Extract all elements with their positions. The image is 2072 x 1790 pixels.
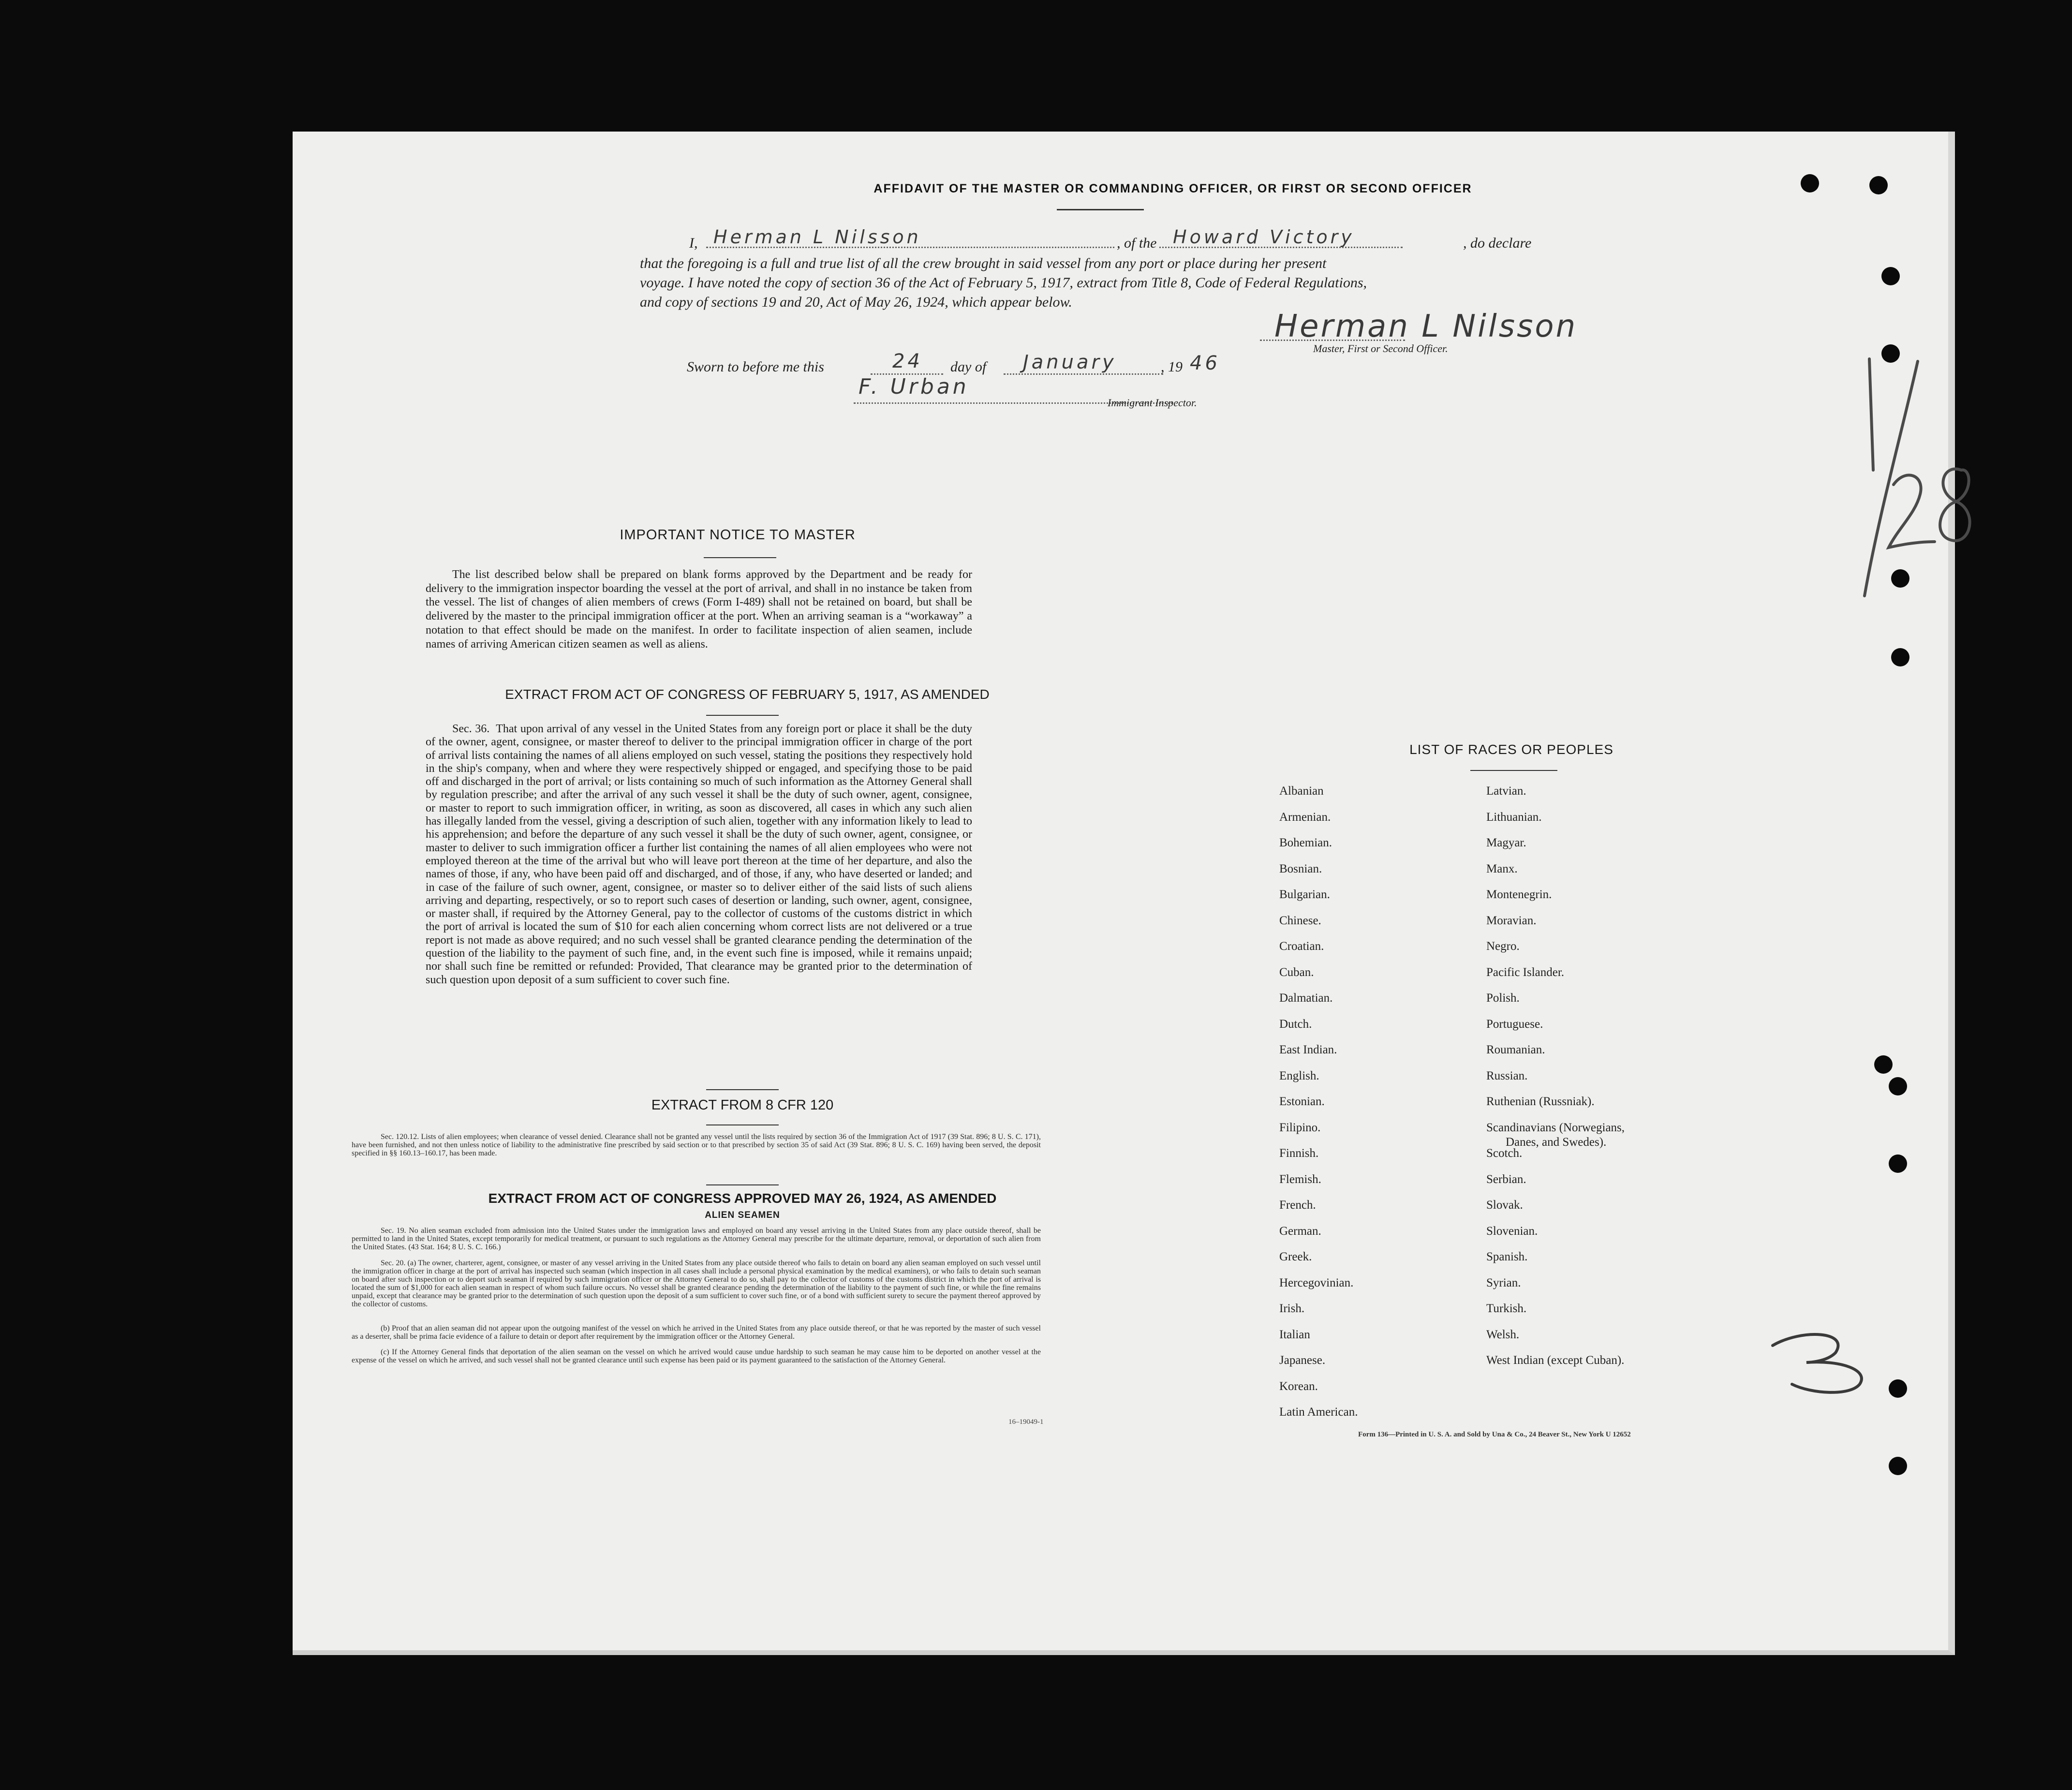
cfr-rule (706, 1124, 779, 1125)
race-item: Flemish. (1279, 1172, 1321, 1186)
sec20b-body: (b) Proof that an alien seaman did not appear upon the outgoing manifest of the vessel on which he arrived in the United States from any place outside thereof, or that he was reported by the master of such vessel as a deserter, shall be prima facie evidence of a failure to detain or deport after requirement by the immigration officer or the Attorney General. (352, 1324, 1041, 1341)
extract-1917-body (426, 723, 972, 987)
punch-hole (1874, 1055, 1893, 1074)
race-item: Japanese. (1279, 1354, 1326, 1367)
sec20c-body: (c) If the Attorney General finds that deportation of the alien seaman on the vessel on which he arrived would cause undue hardship to such seaman he may cause him to be deported on another vessel at the expense of the vessel on which he arrived, and such vessel shall not be granted clearance until such expense has been paid or its payment guaranteed to the satisfaction of the Attorney General. (352, 1348, 1041, 1364)
race-item: Syrian. (1486, 1276, 1521, 1289)
extract-1917-text: That upon arrival of any vessel in the United States from any foreign port or place it shall be the duty of the owner, agent, consignee, or master thereof to deliver to the principal immigration officer in charge of the port of arrival lists containing the names of all aliens employed on such vessel, stating the positions they respectively hold in the ship's company, when and where they were respectively shipped or engaged, and specifying those to be paid off and discharged in the port of arrival; or lists containing so much of such information as the Attorney General shall by regulation prescribe; and after the arrival of any such vessel it shall be the duty of such owner, agent, consignee, or master to report to such immigration officer, in writing, as soon as discovered, all cases in which any such alien has illegally landed from the vessel, giving a description of such alien, together with any information likely to lead to his apprehension; and before the departure of any such vessel it shall be the duty of such owner, agent, consignee, or master to deliver to such immigration officer a further list containing the names of all alien employees who were not employed thereon at the time of the arrival but who will leave port thereon at the time of her departure, and also the names of those, if any, who have been paid off and discharged, and of those, if any, who have deserted or landed; and in case of the failure of such owner, agent, consignee, or master so to deliver either of the said lists of such aliens arriving and departing, respectively, or so to report such cases of desertion or landing, such owner, agent, consignee, or master shall, if required by the Attorney General, pay to the collector of customs of the customs district in which the port of arrival is located the sum of $10 for each alien concerning whom correct lists are not delivered or a true report is not made as above required; and no such vessel shall be granted clearance pending the determination of the question of the liability to the payment of such fine, and, in the event such fine is imposed, while it remains unpaid; nor shall such fine be remitted or refunded: Provided, That clearance may be granted prior to the determination of such question upon deposit of a sum sufficient to cover such fine. (426, 723, 972, 986)
extract-1924-subheading: ALIEN SEAMEN (705, 1210, 780, 1220)
fraction-slash-stroke (1865, 361, 1918, 596)
handwritten-number-mark (1763, 1326, 1889, 1399)
printer-footer: Form 136—Printed in U. S. A. and Sold by Una & Co., 24 Beaver St., New York U 12652 (1358, 1431, 1631, 1438)
race-item: Korean. (1279, 1379, 1318, 1393)
race-item: Greek. (1279, 1250, 1312, 1263)
race-item: Russian. (1486, 1069, 1528, 1082)
race-item: Lithuanian. (1486, 810, 1542, 824)
fraction-two-stroke (1889, 475, 1935, 547)
race-item: Welsh. (1486, 1328, 1520, 1341)
notice-heading: IMPORTANT NOTICE TO MASTER (620, 527, 856, 543)
master-name-handwritten: Herman L Nilsson (713, 226, 921, 248)
signature-dotline (1260, 340, 1405, 341)
race-item: Spanish. (1486, 1250, 1528, 1263)
affidavit-line-4: and copy of sections 19 and 20, Act of May 26, 1924, which appear below. (640, 294, 1072, 310)
day-of-label: day of (950, 359, 987, 375)
race-item: French. (1279, 1198, 1316, 1212)
form-sheet (293, 132, 1955, 1655)
inspector-caption: Immigrant Inspector. (1108, 397, 1197, 409)
sec20a-body: Sec. 20. (a) The owner, charterer, agent, consignee, or master of any vessel arriving in the United States from any place outside thereof who fails to detain on board any alien seaman employed on such vessel until the immigration officer in charge at the port of arrival has inspected such seaman (which inspection in all cases shall include a personal physical examination by the medical examiners), or who fails to detain such seaman on board after such inspection or to deport such seaman if required by such immigration officer or the Attorney General to do so, shall pay to the collector of customs of the customs district in which the port of arrival is located the sum of $1,000 for each alien seaman in respect of whom such failure occurs. No vessel shall be granted clearance pending the determination of the liability to the payment of such fine, or while the fine remains unpaid, except that clearance may be granted prior to the determination of such question upon the deposit of a sum sufficient to cover such fine, or of a bond with sufficient surety to secure the payment thereof approved by the collector of customs. (352, 1259, 1041, 1308)
sworn-day-handwritten: 24 (892, 350, 923, 372)
vessel-name-handwritten: Howard Victory (1173, 226, 1355, 248)
extract-1917-sec: Sec. 36. (452, 723, 490, 735)
race-item: Estonian. (1279, 1095, 1325, 1108)
race-item: Scotch. (1486, 1147, 1523, 1160)
notice-body: The list described below shall be prepared on blank forms approved by the Department and be ready for delivery to the immigration inspector boarding the vessel at the port of arrival, and shall in no instance be taken from the vessel. The list of changes of alien members of crews (Form I-489) shall not be retained on board, but shall be delivered by the master to the principal immigration officer at the port. When an arriving seaman is a “workaway” a notation to that effect should be made on the manifest. In order to facilitate inspection of alien seamen, include names of arriving American citizen seamen as well as aliens. (426, 568, 972, 651)
master-signature: Herman L Nilsson (1274, 309, 1578, 344)
punch-hole (1889, 1379, 1907, 1398)
race-item: Bulgarian. (1279, 888, 1330, 901)
cfr-body: Sec. 120.12. Lists of alien employees; when clearance of vessel denied. Clearance shall not be granted any vessel until the lists required by section 36 of the Immigration Act of 1917 (39 Stat. 896; 8 U. S. C. 171), have been furnished, and not then unless notice of liability to the administrative fine prescribed by said section or to that prescribed by section 35 of said Act (39 Stat. 896; 8 U. S. C. 169) having been served, the deposit specified in §§ 160.13–160.17, has been made. (352, 1133, 1041, 1157)
race-item: East Indian. (1279, 1043, 1337, 1056)
extract-1917-rule (706, 715, 779, 716)
sec19-body: Sec. 19. No alien seaman excluded from admission into the United States under the immigration laws and employed on board any vessel arriving in the United States from any place outside thereof, shall be permitted to land in the United States, except temporarily for medical treatment, or pursuant to such regulations as the Attorney General may prescribe for the ultimate departure, removal, or deportation of such alien from the United States. (43 Stat. 164; 8 U. S. C. 166.) (352, 1227, 1041, 1251)
number-three-stroke (1773, 1334, 1862, 1392)
race-item: Filipino. (1279, 1121, 1321, 1134)
race-item: Magyar. (1486, 836, 1526, 849)
extract-1924-heading: EXTRACT FROM ACT OF CONGRESS APPROVED MAY 26, 1924, AS AMENDED (488, 1191, 997, 1206)
do-declare-label: , do declare (1463, 235, 1532, 251)
punch-hole (1869, 176, 1888, 194)
affidavit-title: AFFIDAVIT OF THE MASTER OR COMMANDING OFFICER, OR FIRST OR SECOND OFFICER (873, 182, 1472, 195)
year-prefix: , 19 (1161, 359, 1183, 375)
races-rule (1470, 770, 1557, 771)
of-the-label: , of the (1115, 235, 1159, 251)
form-code: 16–19049-1 (1008, 1418, 1044, 1426)
race-item: Bosnian. (1279, 862, 1322, 875)
race-item: Armenian. (1279, 810, 1331, 824)
race-item: Irish. (1279, 1302, 1305, 1315)
fraction-one-stroke (1869, 359, 1873, 470)
race-item: Turkish. (1486, 1302, 1527, 1315)
race-item: Danes, and Swedes). (1506, 1135, 1607, 1149)
fraction-eight-stroke (1940, 469, 1969, 541)
race-item: Dalmatian. (1279, 991, 1333, 1005)
race-item: Roumanian. (1486, 1043, 1545, 1056)
extract-1924-top-rule (706, 1184, 779, 1185)
inspector-signature: F. Urban (858, 374, 969, 399)
cfr-heading: EXTRACT FROM 8 CFR 120 (651, 1097, 834, 1113)
punch-hole (1891, 569, 1909, 588)
sworn-month-handwritten: January (1023, 351, 1117, 373)
race-item: Slovak. (1486, 1198, 1523, 1212)
punch-hole (1891, 648, 1909, 666)
race-item: Albanian (1279, 784, 1324, 798)
race-item: Pacific Islander. (1486, 965, 1565, 979)
race-item: Latin American. (1279, 1405, 1358, 1419)
race-item: Moravian. (1486, 914, 1537, 927)
race-item: Slovenian. (1486, 1224, 1538, 1238)
race-item: Montenegrin. (1486, 888, 1552, 901)
cfr-top-rule (706, 1089, 779, 1090)
race-item: Portuguese. (1486, 1017, 1543, 1031)
sworn-label: Sworn to before me this (687, 359, 824, 375)
races-heading: LIST OF RACES OR PEOPLES (1409, 742, 1613, 757)
year-suffix-handwritten: 46 (1190, 352, 1220, 374)
race-item: Polish. (1486, 991, 1520, 1005)
punch-hole (1801, 174, 1819, 192)
punch-hole (1881, 267, 1900, 285)
affidavit-line-2: that the foregoing is a full and true list of all the crew brought in said vessel from any port or place during her present (640, 255, 1327, 271)
race-item: Latvian. (1486, 784, 1526, 798)
punch-hole (1889, 1154, 1907, 1173)
race-item: Croatian. (1279, 940, 1324, 953)
race-item: Dutch. (1279, 1017, 1312, 1031)
punch-hole (1889, 1457, 1907, 1475)
race-item: German. (1279, 1224, 1321, 1238)
punch-hole (1881, 344, 1900, 363)
race-item: Cuban. (1279, 965, 1314, 979)
race-item: Manx. (1486, 862, 1518, 875)
race-item: English. (1279, 1069, 1319, 1082)
race-item: Bohemian. (1279, 836, 1332, 849)
affidavit-line-3: voyage. I have noted the copy of section 36 of the Act of February 5, 1917, extract from Title 8, Code of Federal Regulations, (640, 275, 1367, 291)
i-label: I, (689, 235, 698, 251)
race-item: Italian (1279, 1328, 1310, 1341)
race-item: Scandinavians (Norwegians, (1486, 1121, 1625, 1134)
title-rule (1057, 209, 1144, 210)
punch-hole (1889, 1077, 1907, 1095)
race-item: Chinese. (1279, 914, 1321, 927)
handwritten-fraction-mark (1816, 354, 1985, 606)
race-item: Finnish. (1279, 1147, 1319, 1160)
extract-1917-heading: EXTRACT FROM ACT OF CONGRESS OF FEBRUARY 5, 1917, AS AMENDED (505, 687, 990, 702)
notice-rule (704, 557, 776, 558)
race-item: Hercegovinian. (1279, 1276, 1354, 1289)
race-item: Ruthenian (Russniak). (1486, 1095, 1595, 1108)
race-item: Negro. (1486, 940, 1520, 953)
master-caption: Master, First or Second Officer. (1313, 342, 1448, 355)
race-item: Serbian. (1486, 1172, 1526, 1186)
sworn-month-dotline (1004, 373, 1163, 375)
race-item: West Indian (except Cuban). (1486, 1354, 1625, 1367)
